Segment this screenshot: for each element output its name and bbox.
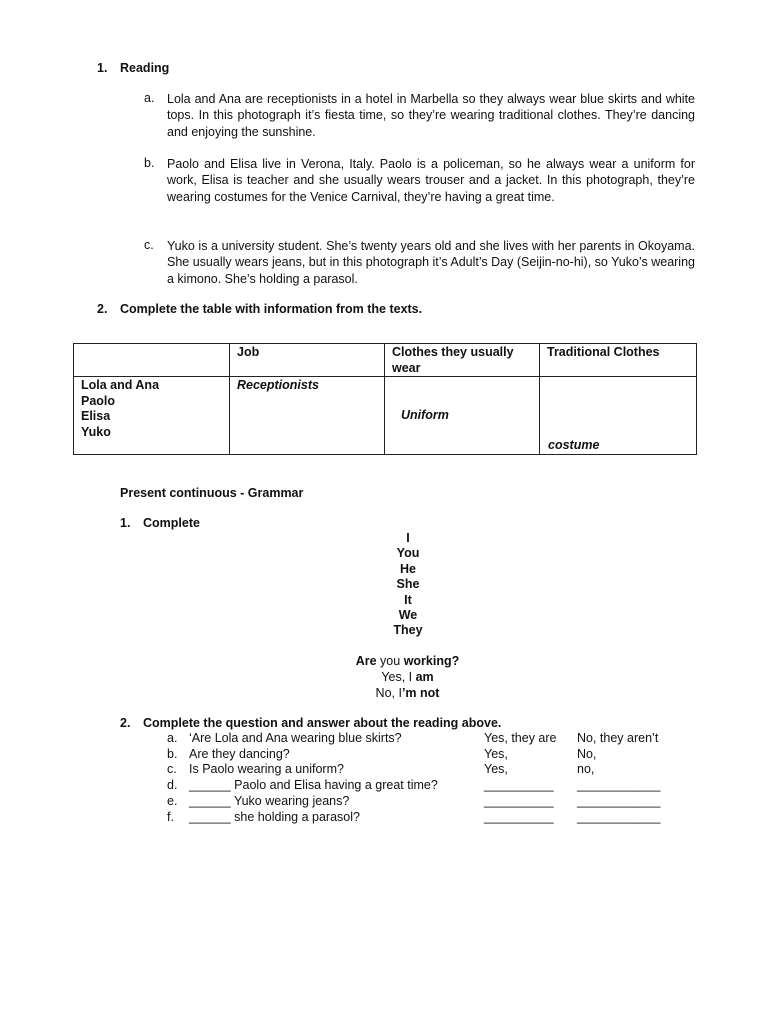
qa-no-c[interactable]: no, bbox=[577, 762, 595, 777]
example-yes-bold: am bbox=[415, 670, 434, 684]
grammar-ex1-title: Complete bbox=[143, 516, 200, 530]
qa-yes-f[interactable]: __________ bbox=[484, 809, 554, 824]
grammar-ex1-number: 1. bbox=[120, 516, 131, 530]
reading-c-text: Yuko is a university student. She’s twenty years old and she lives with her parents in Okoyama. She usually wears jeans, but in this photograph it’s Adult’s Day (Seijin-no-hi), so Yuko’s wearing a kimono. She’s holding a parasol. bbox=[167, 239, 695, 286]
section1-title: Reading bbox=[120, 61, 170, 75]
reading-b-text: Paolo and Elisa live in Verona, Italy. Paolo is a policeman, so he always wear a uniform for work, Elisa is teacher and she usually wears trouser and a jacket. In this photograph, they’re wearing costumes for the Venice Carnival, they’re having a great time. bbox=[167, 157, 695, 204]
qa-letter: c. bbox=[167, 762, 177, 777]
name-elisa: Elisa bbox=[81, 409, 111, 423]
qa-no-a: No, they aren’t bbox=[577, 731, 659, 745]
qa-letters bbox=[167, 731, 177, 825]
table-header-job: Job bbox=[230, 344, 385, 377]
qa-yes-e[interactable]: __________ bbox=[484, 793, 554, 808]
qa-no-e[interactable]: ____________ bbox=[577, 793, 661, 808]
pronoun-she: She bbox=[396, 577, 420, 592]
grammar-ex2-title: Complete the question and answer about the reading above. bbox=[143, 716, 502, 730]
traditional-value: costume bbox=[548, 438, 600, 452]
qa-yes-c[interactable]: Yes, bbox=[484, 762, 508, 777]
example-question bbox=[300, 654, 515, 670]
qa-letter: d. bbox=[167, 778, 178, 793]
table-traditional-cell[interactable] bbox=[540, 377, 697, 455]
qa-letter: e. bbox=[167, 793, 178, 808]
qa-letter: f. bbox=[167, 809, 174, 824]
pronoun-list bbox=[358, 531, 458, 639]
qa-question-f[interactable]: ______ she holding a parasol? bbox=[189, 809, 360, 824]
qa-question-d[interactable]: ______ Paolo and Elisa having a great time? bbox=[189, 778, 438, 793]
pronoun-we: We bbox=[398, 608, 418, 623]
qa-yes-answers bbox=[484, 731, 574, 825]
qa-question-e[interactable]: ______ Yuko wearing jeans? bbox=[189, 793, 350, 808]
qa-no-d[interactable]: ____________ bbox=[577, 778, 661, 793]
grammar-ex2-number: 2. bbox=[120, 716, 131, 730]
example-no bbox=[300, 686, 515, 702]
reading-a-letter: a. bbox=[144, 91, 155, 105]
grammar-title: Present continuous - Grammar bbox=[120, 486, 304, 500]
qa-yes-d[interactable]: __________ bbox=[484, 778, 554, 793]
qa-letter: a. bbox=[167, 731, 178, 745]
table-job-cell[interactable] bbox=[230, 377, 385, 455]
qa-yes-a: Yes, they are bbox=[484, 731, 557, 745]
table-header-clothes: Clothes they usually wear bbox=[385, 344, 540, 377]
name-yuko: Yuko bbox=[81, 424, 111, 439]
pronoun-it: It bbox=[404, 592, 412, 607]
section2-number: 2. bbox=[97, 302, 108, 316]
qa-question-c: Is Paolo wearing a uniform? bbox=[189, 762, 344, 777]
name-paolo: Paolo bbox=[81, 393, 116, 408]
qa-question-a: ‘Are Lola and Ana wearing blue skirts? bbox=[189, 731, 402, 745]
table-header-traditional: Traditional Clothes bbox=[540, 344, 697, 377]
pronoun-you: You bbox=[396, 546, 420, 561]
pronoun-they: They bbox=[393, 623, 423, 638]
info-table bbox=[73, 343, 697, 455]
section2-title: Complete the table with information from the texts. bbox=[120, 302, 423, 316]
qa-question-b: Are they dancing? bbox=[189, 746, 290, 761]
pronoun-i: I bbox=[406, 531, 410, 545]
reading-c-letter: c. bbox=[144, 238, 154, 252]
table-clothes-cell[interactable] bbox=[385, 377, 540, 455]
pronoun-he: He bbox=[400, 561, 416, 576]
qa-no-answers bbox=[577, 731, 687, 825]
table-names-cell bbox=[74, 377, 230, 455]
example-subject: you bbox=[376, 654, 404, 668]
job-value: Receptionists bbox=[237, 378, 319, 392]
example-verb: working? bbox=[403, 654, 460, 668]
qa-letter: b. bbox=[167, 746, 178, 761]
qa-yes-b[interactable]: Yes, bbox=[484, 746, 508, 761]
table-header-cell bbox=[74, 344, 230, 377]
example-yes bbox=[300, 670, 515, 686]
reading-a-text: Lola and Ana are receptionists in a hotel in Marbella so they always wear blue skirts and white tops. In this photograph it’s fiesta time, so they’re wearing traditional clothes. They’re dancing and enjoying the sunshine. bbox=[167, 92, 695, 139]
table-header-row bbox=[74, 344, 697, 377]
example-aux: Are bbox=[355, 654, 377, 668]
table-row bbox=[74, 377, 697, 455]
name-lola-ana: Lola and Ana bbox=[81, 378, 160, 392]
qa-no-f[interactable]: ____________ bbox=[577, 809, 661, 824]
clothes-value: Uniform bbox=[401, 408, 449, 422]
example-no-pre: No, I bbox=[375, 686, 402, 700]
reading-b-letter: b. bbox=[144, 156, 155, 170]
section1-number: 1. bbox=[97, 61, 108, 75]
qa-questions bbox=[189, 731, 479, 825]
qa-no-b[interactable]: No, bbox=[577, 746, 597, 761]
example-yes-pre: Yes, I bbox=[381, 670, 416, 684]
example-no-bold: ’m not bbox=[401, 686, 440, 700]
